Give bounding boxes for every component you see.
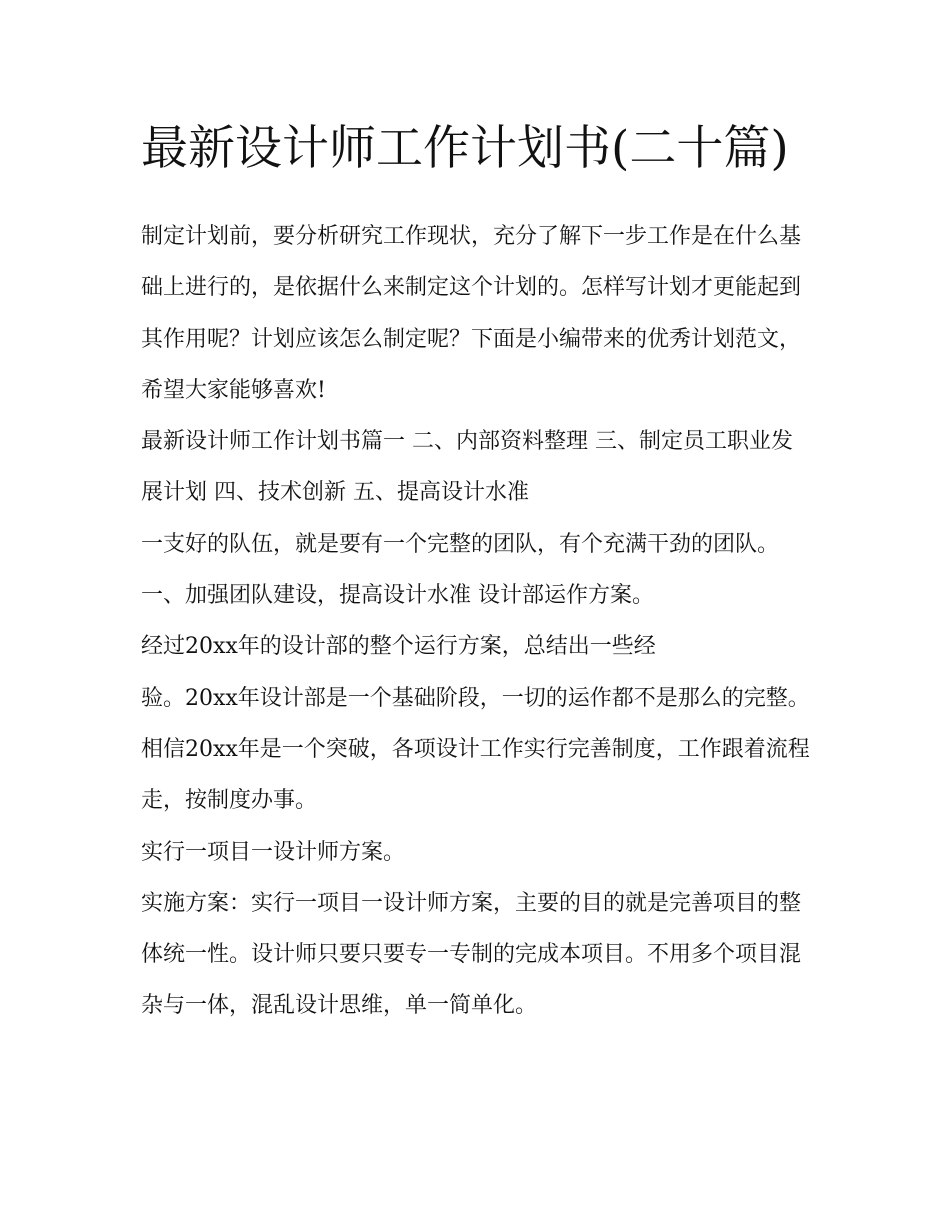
- paragraph-intro: 制定计划前，要分析研究工作现状，充分了解下一步工作是在什么基础上进行的，是依据什么来制定这个计划的。怎样写计划才更能起到其作用呢？计划应该怎么制定呢？下面是小编带来的优秀计划范文，希望大家能够喜欢!: [141, 224, 802, 403]
- paragraph-implementation: 实施方案：实行一项目一设计师方案，主要的目的就是完善项目的整体统一性。设计师只要只要专一专制的完成本项目。不用多个项目混杂与一体，混乱设计思维，单一简单化。: [141, 890, 802, 1019]
- paragraph-summary: 经过20xx年的设计部的整个运行方案，总结出一些经: [141, 634, 656, 660]
- paragraph-heading-plan: 实行一项目一设计师方案。: [141, 839, 406, 865]
- document-title: 最新设计师工作计划书(二十篇): [141, 121, 789, 176]
- paragraph-team: 一支好的队伍，就是要有一个完整的团队，有个充满干劲的团队。 一、加强团队建设，提高设计水准 设计部运作方案。: [141, 531, 780, 609]
- paragraph-outline: 最新设计师工作计划书篇一 二、内部资料整理 三、制定员工职业发展计划 四、技术创新 五、提高设计水准: [141, 429, 793, 506]
- document-page: [141, 110, 813, 1032]
- paragraph-experience: 验。20xx年设计部是一个基础阶段，一切的运作都不是那么的完整。相信20xx年是一个突破，各项设计工作实行完善制度，工作跟着流程走，按制度办事。: [141, 685, 810, 814]
- document-body: [141, 211, 813, 1032]
